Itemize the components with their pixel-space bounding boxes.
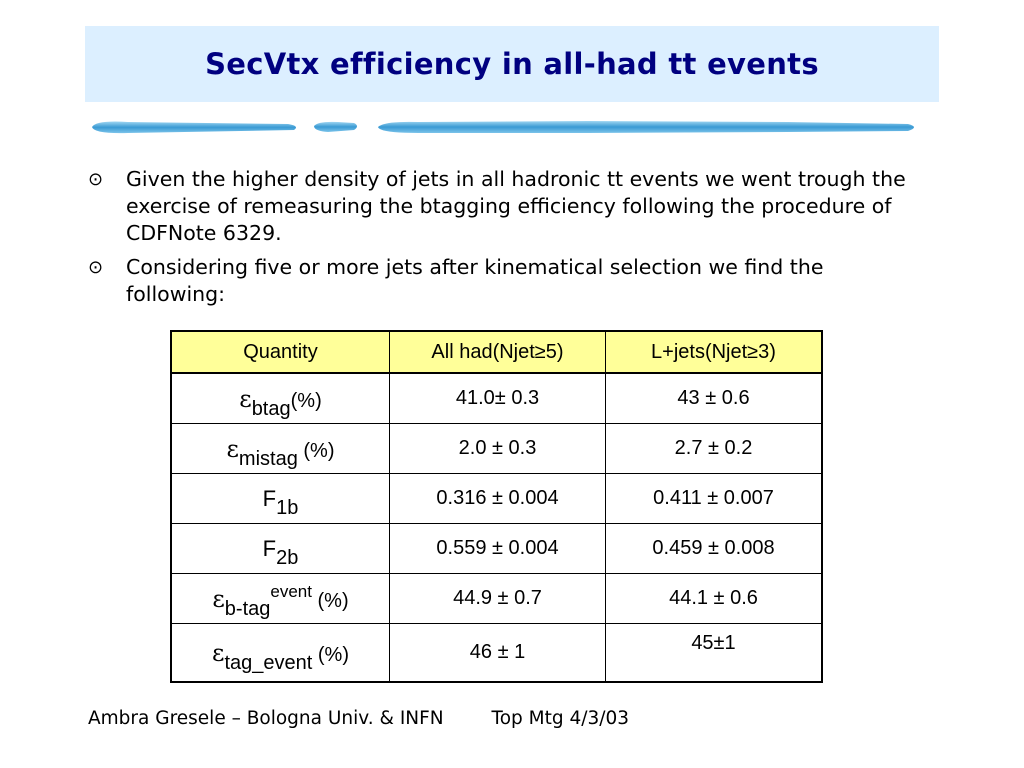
- bullet-glyph: ⊙: [88, 257, 104, 278]
- header-all-had: All had(Njet≥5): [390, 331, 606, 373]
- bullet-list: [88, 166, 918, 315]
- ljets-value: 2.7 ± 0.2: [606, 424, 823, 474]
- table-row: [171, 474, 822, 524]
- rule-segment-right: [378, 121, 914, 133]
- decorative-brush-rule: [88, 115, 924, 139]
- rule-segment-middle: [314, 122, 357, 132]
- ljets-value: 43 ± 0.6: [606, 373, 823, 424]
- quantity-cell: εbtag(%): [171, 373, 390, 424]
- bullet-text: Considering five or more jets after kinematical selection we find the following:: [126, 255, 824, 306]
- footer-author: Ambra Gresele – Bologna Univ. & INFN: [88, 708, 444, 729]
- all-had-value: 41.0± 0.3: [390, 373, 606, 424]
- bullet-item: [88, 166, 918, 247]
- table-row: [171, 624, 822, 683]
- header-ljets: L+jets(Njet≥3): [606, 331, 823, 373]
- all-had-value: 0.316 ± 0.004: [390, 474, 606, 524]
- quantity-cell: F1b: [171, 474, 390, 524]
- quantity-cell: εtag_event (%): [171, 624, 390, 683]
- ljets-value: 0.411 ± 0.007: [606, 474, 823, 524]
- bullet-text: Given the higher density of jets in all hadronic tt events we went trough the exercise of remeasuring the btagging efficiency following the procedure of CDFNote 6329.: [126, 167, 906, 245]
- all-had-value: 0.559 ± 0.004: [390, 524, 606, 574]
- table-row: [171, 524, 822, 574]
- efficiency-table: [170, 330, 823, 683]
- bullet-item: [88, 254, 918, 308]
- table-header-row: [171, 331, 822, 373]
- quantity-cell: F2b: [171, 524, 390, 574]
- rule-segment-left: [92, 122, 296, 134]
- all-had-value: 44.9 ± 0.7: [390, 574, 606, 624]
- header-quantity: Quantity: [171, 331, 390, 373]
- table-row: [171, 574, 822, 624]
- footer: [88, 708, 671, 729]
- all-had-value: 46 ± 1: [390, 624, 606, 683]
- ljets-value: 45±1: [606, 624, 823, 683]
- title-banner: [85, 26, 939, 102]
- slide-title: SecVtx efficiency in all-had tt events: [205, 47, 819, 81]
- all-had-value: 2.0 ± 0.3: [390, 424, 606, 474]
- ljets-value: 0.459 ± 0.008: [606, 524, 823, 574]
- table-row: [171, 373, 822, 424]
- bullet-glyph: ⊙: [88, 169, 104, 190]
- quantity-cell: εmistag (%): [171, 424, 390, 474]
- table-row: [171, 424, 822, 474]
- footer-meeting: Top Mtg 4/3/03: [491, 708, 630, 729]
- quantity-cell: εb-tag$^{event}$ (%): [171, 574, 390, 624]
- ljets-value: 44.1 ± 0.6: [606, 574, 823, 624]
